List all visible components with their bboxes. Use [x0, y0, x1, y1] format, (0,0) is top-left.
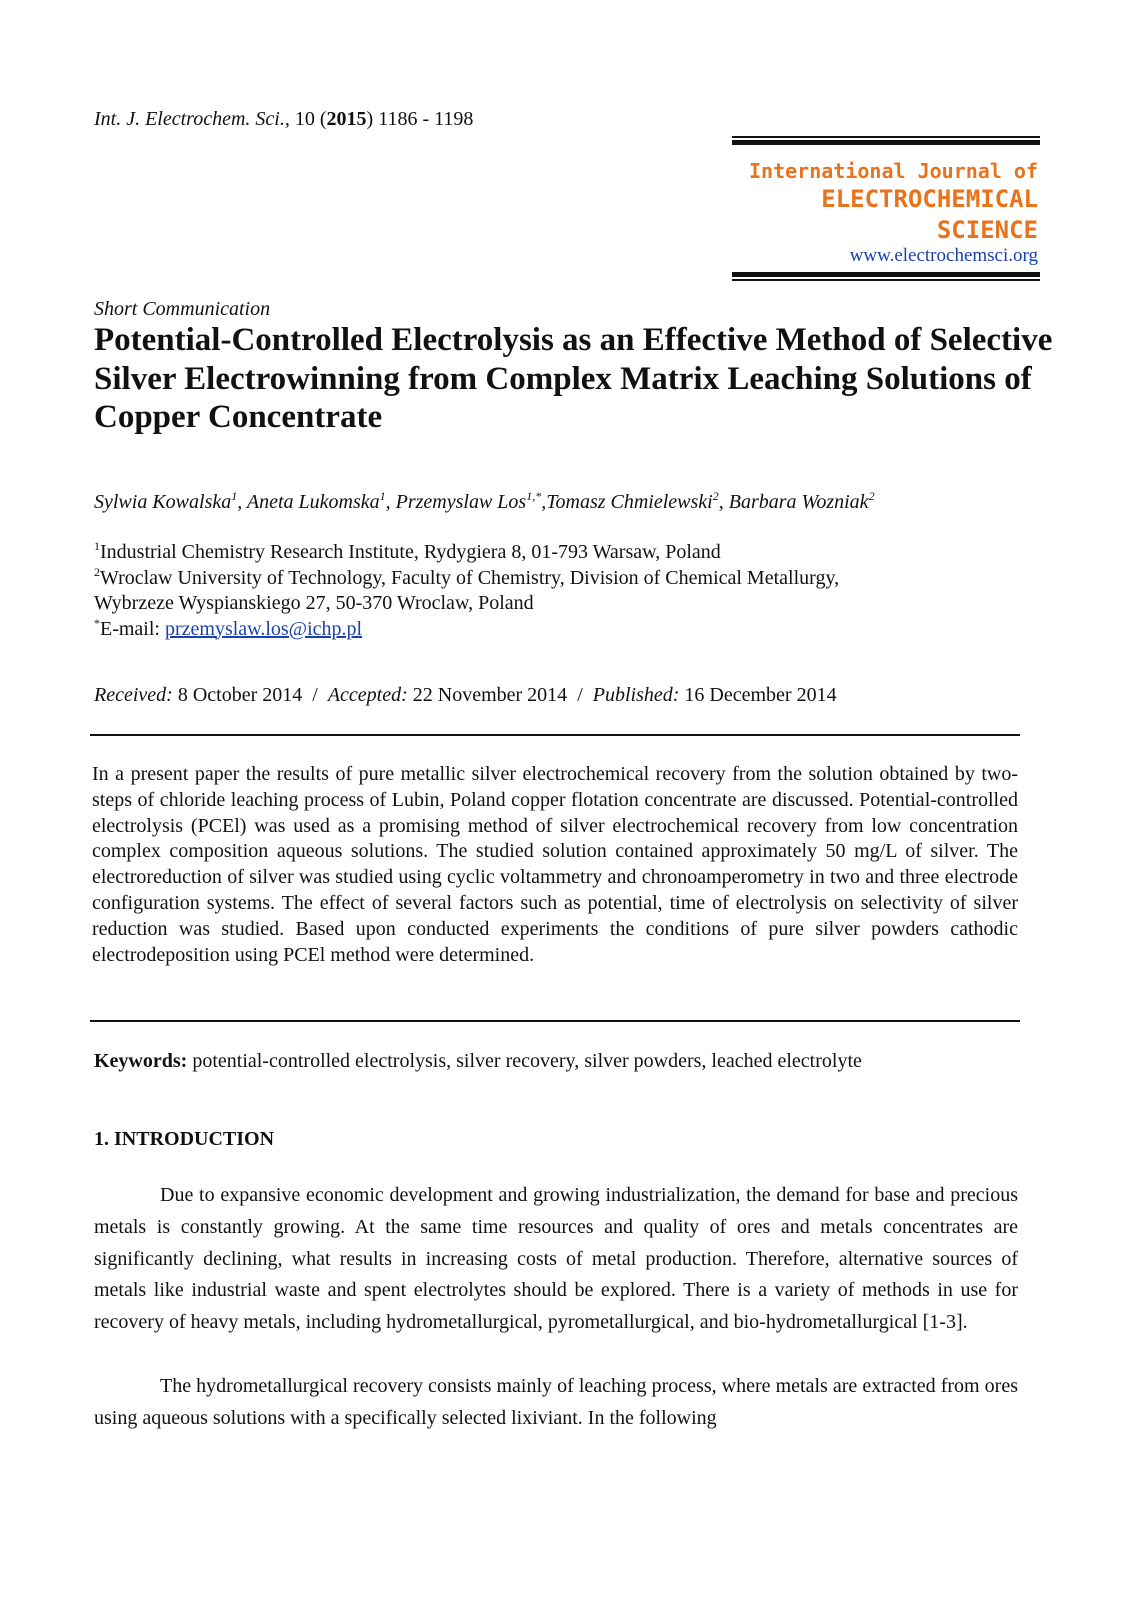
affiliations	[94, 540, 1054, 642]
article-type: Short Communication	[94, 298, 271, 320]
affiliation-mark: 1	[94, 539, 100, 553]
masthead-top-rule	[732, 136, 1040, 145]
affiliation-2	[94, 566, 1054, 592]
received-date: 8 October 2014	[172, 684, 303, 706]
journal-name	[749, 158, 1038, 246]
author-name: Aneta Lukomska	[246, 491, 380, 513]
journal-name-line1: International Journal of	[749, 159, 1038, 183]
author-separator: ,	[385, 491, 396, 513]
corresponding-email	[94, 617, 1054, 643]
corresponding-mark: *	[94, 615, 100, 630]
body-paragraph: Due to expansive economic development and growing industrialization, the demand for base and precious metals is constantly growing. At the same time resources and quality of ores and metals concentrates are significantly declining, what results in increasing costs of metal production. Therefore, alternative sources of metals like industrial waste and spent electrolytes should be explored. There is a variety of methods in use for recovery of heavy metals, including hydrometallurgical, pyrometallurgical, and bio-hydrometallurgical [1-3].	[94, 1184, 1018, 1334]
date-separator: /	[302, 684, 328, 706]
accepted-label: Accepted:	[327, 684, 408, 706]
author-list	[94, 489, 1054, 515]
email-link[interactable]: przemyslaw.los@ichp.pl	[164, 617, 363, 640]
keywords-label: Keywords:	[94, 1050, 188, 1072]
date-separator: /	[567, 684, 593, 706]
author-affil-mark: 2	[868, 489, 875, 503]
abstract-bottom-rule	[90, 1020, 1020, 1022]
author-name: Tomasz Chmielewski	[546, 491, 713, 513]
affiliation-text: Industrial Chemistry Research Institute, Rydygiera 8, 01-793 Warsaw, Poland	[100, 541, 721, 563]
masthead-bottom-rule	[732, 272, 1040, 281]
author-affil-mark: 1	[231, 489, 238, 503]
author-separator: ,	[237, 491, 247, 513]
author-separator: ,	[718, 491, 729, 513]
published-label: Published:	[592, 684, 680, 706]
author-affil-mark: 1	[379, 489, 386, 503]
affiliation-2-cont: Wybrzeze Wyspianskiego 27, 50-370 Wroclaw, Poland	[94, 592, 534, 614]
article-title: Potential-Controlled Electrolysis as an Effective Method of Selective Silver Electrowinning from Complex Matrix Leaching Solutions of Copper Concentrate	[94, 322, 1053, 435]
citation-year: 2015	[326, 108, 367, 130]
section-heading-introduction: 1. INTRODUCTION	[94, 1128, 275, 1150]
received-label: Received:	[94, 684, 173, 706]
journal-name-line3: SCIENCE	[936, 216, 1038, 244]
citation-pages: ) 1186 - 1198	[366, 108, 474, 130]
citation-journal: Int. J. Electrochem. Sci.,	[94, 108, 290, 130]
citation-volume: 10 (	[289, 108, 327, 130]
author-name: Barbara Wozniak	[728, 491, 869, 513]
journal-name-line2: ELECTROCHEMICAL	[821, 185, 1038, 213]
author-name: Sylwia Kowalska	[94, 491, 232, 513]
affiliation-1	[94, 540, 1054, 566]
author-affil-mark: 2	[712, 489, 719, 503]
journal-url-link[interactable]: www.electrochemsci.org	[849, 245, 1038, 266]
accepted-date: 22 November 2014	[407, 684, 568, 706]
affiliation-text: Wroclaw University of Technology, Faculty of Chemistry, Division of Chemical Metallurgy,	[100, 566, 840, 589]
affiliation-mark: 2	[94, 564, 100, 579]
keywords-text: potential-controlled electrolysis, silver recovery, silver powders, leached electrolyte	[187, 1050, 862, 1072]
author-name: Przemyslaw Los	[395, 491, 527, 513]
publication-dates	[94, 682, 837, 708]
keywords	[94, 1048, 1020, 1074]
author-separator: ,	[541, 491, 547, 513]
published-date: 16 December 2014	[679, 684, 837, 706]
email-label: E-mail:	[100, 617, 165, 640]
author-affil-mark: 1,*	[526, 489, 542, 503]
abstract-top-rule	[90, 734, 1020, 736]
citation-line	[94, 106, 473, 132]
body-paragraph: The hydrometallurgical recovery consists mainly of leaching process, where metals are extracted from ores using aqueous solutions with a specifically selected lixiviant. In the following	[94, 1375, 1018, 1429]
abstract: In a present paper the results of pure metallic silver electrochemical recovery from the solution obtained by two-steps of chloride leaching process of Lubin, Poland copper flotation concentrate are discussed. Potential-controlled electrolysis (PCEl) was used as a promising method of silver electrochemical recovery from low concentration complex composition aqueous solutions. The studied solution contained approximately 50 mg/L of silver. The electroreduction of silver was studied using cyclic voltammetry and chronoamperometry in two and three electrode configuration systems. The effect of several factors such as potential, time of electrolysis on selectivity of silver reduction was studied. Based upon conducted experiments the conditions of pure silver powders cathodic electrodeposition using PCEl method were determined.	[92, 763, 1018, 966]
